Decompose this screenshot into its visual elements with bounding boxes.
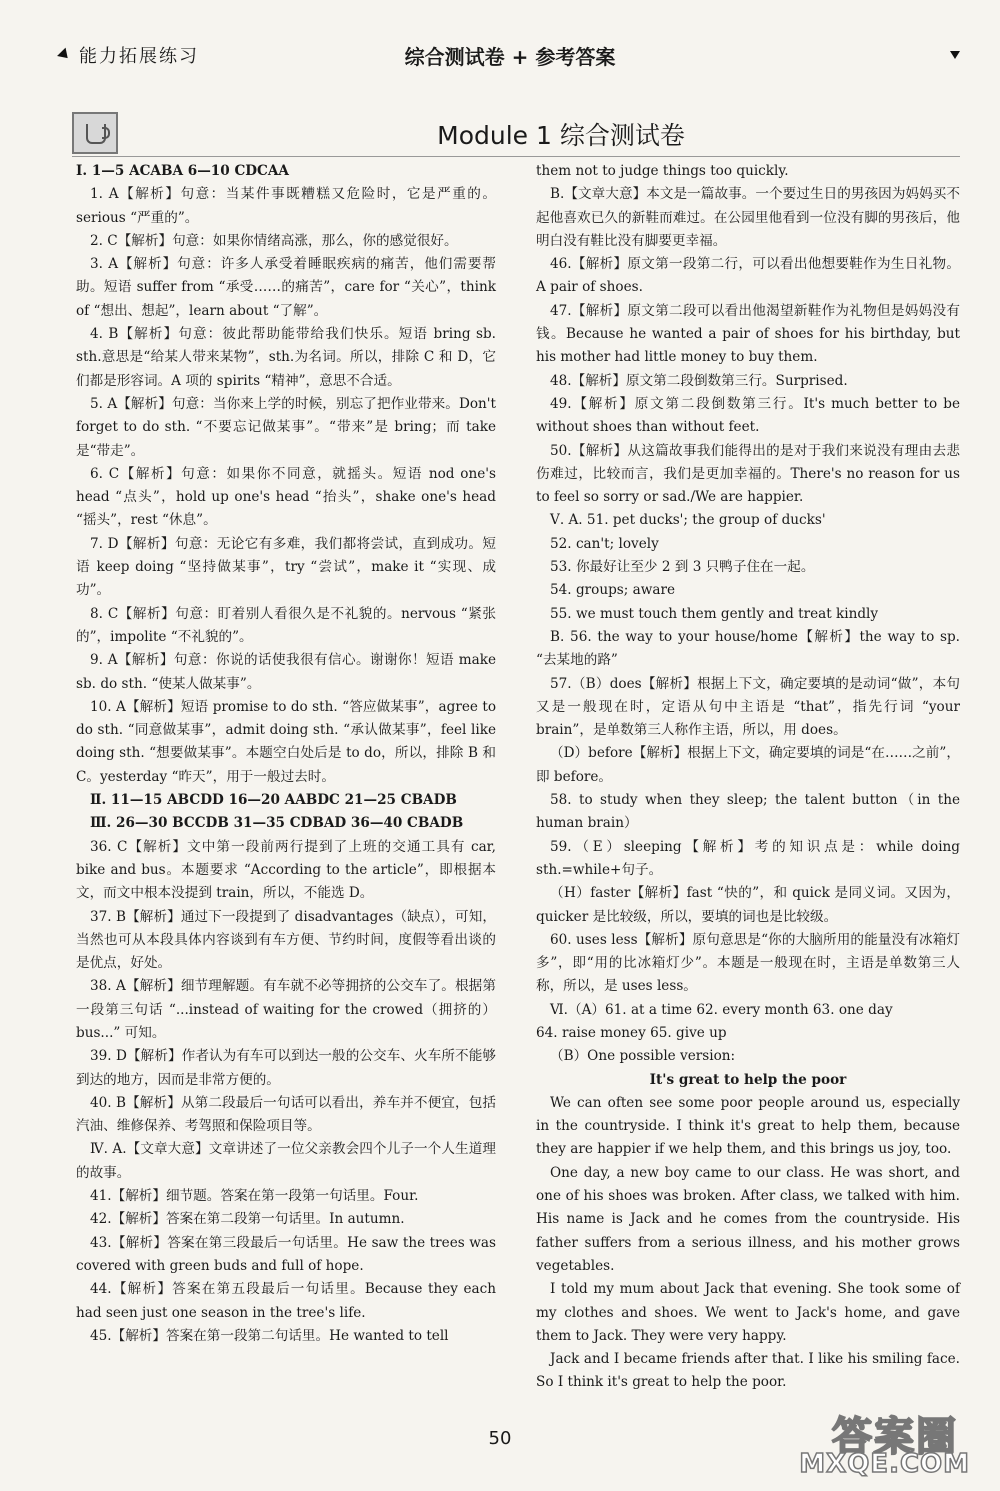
essay-paragraph: We can often see some poor people around us, especially in the countryside. I think it's great to help them, because they are happier if we help them, and this brings us joy, too.	[536, 1094, 960, 1158]
answer-line: Ⅱ. 11—15 ABCDD 16—20 AABDC 21—25 CBADB	[90, 792, 457, 809]
answer-line: 3. A【解析】句意：许多人承受着睡眠疾病的痛苦，他们需要帮助。短语 suffer from “承受……的痛苦”，care for “关心”，think of “想出、想起”，learn about “了解”。	[76, 256, 496, 319]
answer-line: 4. B【解析】句意：彼此帮助能带给我们快乐。短语 bring sb. sth.意思是“给某人带来某物”，sth.为名词。所以，排除 C 和 D，它们都是形容词。A 项的 spirits “精神”，意思不合适。	[76, 326, 496, 389]
answer-line: 59.（E）sleeping【解析】考的知识点是：while doing sth.=while+句子。	[536, 838, 960, 878]
answer-line: Ⅵ.（A）61. at a time 62. every month 63. one day	[550, 1001, 893, 1018]
essay-title-text: It's great to help the poor	[649, 1071, 847, 1088]
answer-line: 36. C【解析】文中第一段前两行提到了上班的交通工具有 car, bike and bus。本题要求 “According to the article”，即根据本文，而文中根本没提到 train，所以，不能选 D。	[76, 838, 496, 902]
answer-line: 45.【解析】答案在第一段第二句话里。He wanted to tell	[90, 1327, 449, 1344]
right-column	[536, 160, 960, 1395]
answer-line: 39. D【解析】作者认为有车可以到达一般的公交车、火车所不能够到达的地方，因而是非常方便的。	[76, 1048, 496, 1088]
answer-line: 55. we must touch them gently and treat kindly	[550, 605, 879, 622]
answer-line: 8. C【解析】句意：盯着别人看很久是不礼貌的。nervous “紧张的”，impolite “不礼貌的”。	[76, 605, 496, 645]
answer-line: Ⅲ. 26—30 BCCDB 31—35 CDBAD 36—40 CBADB	[90, 815, 464, 832]
answer-line: 6. C【解析】句意：如果你不同意，就摇头。短语 nod one's head “点头”，hold up one's head “抬头”，shake one's head “摇头”，rest “休息”。	[76, 465, 496, 529]
answer-line: 46.【解析】原文第一段第二行，可以看出他想要鞋作为生日礼物。A pair of shoes.	[536, 256, 960, 296]
answer-line: （B）One possible version:	[550, 1048, 736, 1065]
answer-line: 43.【解析】答案在第三段最后一句话里。He saw the trees was covered with green buds and full of hope.	[76, 1234, 496, 1274]
answer-line: 49.【解析】原文第二段倒数第三行。It's much better to be without shoes than without feet.	[536, 395, 960, 436]
answer-line: 58. to study when they sleep; the talent button（in the human brain）	[536, 792, 960, 832]
answer-line: 5. A【解析】句意：当你来上学的时候，别忘了把作业带来。Don't forget to do sth. “不要忘记做某事”。“带来”是 bring；而 take 是“带走”。	[76, 395, 496, 459]
answer-line: 54. groups; aware	[550, 582, 676, 599]
answer-line: 9. A【解析】句意：你说的话使我很有信心。谢谢你！短语 make sb. do sth. “使某人做某事”。	[76, 652, 496, 692]
page-header	[60, 38, 960, 72]
section-title: Module 1 综合测试卷	[437, 121, 685, 150]
answer-line: 37. B【解析】通过下一段提到了 disadvantages（缺点），可知，当然也可从本段具体内容谈到有车方便、节约时间，度假等看出谈的是优点，好处。	[76, 908, 496, 972]
answer-line: 50.【解析】从这篇故事我们能得出的是对于我们来说没有理由去悲伤难过，比较而言，我们是更加幸福的。There's no reason for us to feel so sorry or sad./We are happier.	[536, 442, 960, 506]
answer-line: 41.【解析】细节题。答案在第一段第一句话里。Four.	[90, 1188, 419, 1205]
watermark-line-1: 答案圈	[832, 1414, 958, 1460]
answer-line: 52. can't; lovely	[550, 535, 659, 552]
answer-line: 42.【解析】答案在第二段第一句话里。In autumn.	[90, 1211, 405, 1228]
answer-line: 40. B【解析】从第二段最后一句话可以看出，养车并不便宜，包括汽油、维修保养、考驾照和保险项目等。	[76, 1094, 496, 1135]
essay-title	[536, 1069, 960, 1092]
left-column	[76, 160, 496, 1348]
answer-line: 44.【解析】答案在第五段最后一句话里。Because they each had seen just one season in the tree's life.	[76, 1281, 496, 1321]
answer-line: 60. uses less【解析】原句意思是“你的大脑所用的能量没有冰箱灯多”，即“用的比冰箱灯少”。本题是一般现在时，主语是单数第三人称，所以，是 uses less。	[536, 931, 960, 995]
answer-line: 64. raise money 65. give up	[536, 1024, 727, 1041]
answer-line: 53. 你最好让至少 2 到 3 只鸭子住在一起。	[550, 559, 815, 576]
header-title: 综合测试卷 + 参考答案	[404, 44, 616, 69]
answer-line: 1. A【解析】句意：当某件事既糟糕又危险时，它是严重的。serious “严重的”。	[76, 186, 496, 226]
answer-line: （H）faster【解析】fast “快的”，和 quick 是同义词。又因为，quicker 是比较级，所以，要填的词也是比较级。	[536, 885, 960, 925]
answer-line: （D）before【解析】根据上下文，确定要填的词是“在……之前”，即 before。	[536, 745, 960, 785]
answer-line: 7. D【解析】句意：无论它有多难，我们都将尝试，直到成功。短语 keep doing “坚持做某事”，try “尝试”，make it “实现、成功”。	[76, 535, 496, 599]
answer-line: 47.【解析】原文第二段可以看出他渴望新鞋作为礼物但是妈妈没有钱。Because he wanted a pair of shoes for his birthday, but his mother had little money to buy them.	[536, 302, 960, 366]
essay-paragraph: I told my mum about Jack that evening. She took some of my clothes and shoes. We went to Jack's home, and gave them to Jack. They were very happy.	[536, 1281, 960, 1344]
answer-line: 38. A【解析】细节理解题。有车就不必等拥挤的公交车了。根据第一段第三句话 “...instead of waiting for the crowed（拥挤的）bus...” 可知。	[76, 978, 496, 1041]
answer-line: Ⅳ. A.【文章大意】文章讲述了一位父亲教会四个儿子一个人生道理的故事。	[76, 1141, 496, 1181]
answer-line: 10. A【解析】短语 promise to do sth. “答应做某事”，agree to do sth. “同意做某事”，admit doing sth. “承认做某事”，feel like doing sth. “想要做某事”。本题空白处后是 to do，所以，排除 B 和 C。yesterday “昨天”，用于一般过去时。	[76, 698, 496, 785]
watermark-logo	[776, 1405, 976, 1485]
answer-line: Ⅰ. 1—5 ACABA 6—10 CDCAA	[76, 163, 289, 179]
answer-line: them not to judge things too quickly.	[536, 163, 789, 179]
answer-line: 48.【解析】原文第二段倒数第三行。Surprised.	[550, 372, 848, 389]
answer-line: Ⅴ. A. 51. pet ducks'; the group of ducks'	[550, 512, 826, 529]
answer-line: 2. C【解析】句意：如果你情绪高涨，那么，你的感觉很好。	[90, 232, 458, 249]
page-number: 50	[488, 1428, 512, 1449]
answer-line: 57.（B）does【解析】根据上下文，确定要填的是动词“做”，本句又是一般现在时，定语从句中主语是 “that”，指先行词 “your brain”，是单数第三人称作主语，所以，用 does。	[536, 675, 960, 739]
essay-paragraph: One day, a new boy came to our class. He was short, and one of his shoes was broken. After class, we talked with him. His name is Jack and he comes from the countryside. His father suffers from a serious illness, and his mother grows vegetables.	[536, 1164, 960, 1274]
header-series-label: 能力拓展练习	[79, 46, 199, 67]
essay-paragraph: Jack and I became friends after that. I like his smiling face. So I think it's great to help the poor.	[536, 1351, 960, 1391]
section-title-bar	[72, 110, 960, 157]
answer-line: B.【文章大意】本文是一篇故事。一个要过生日的男孩因为妈妈买不起他喜欢已久的新鞋而难过。在公园里他看到一位没有脚的男孩后，他明白没有鞋比没有脚要更幸福。	[536, 186, 960, 249]
watermark-line-2: MXQE.COM	[799, 1449, 970, 1479]
answer-line: B. 56. the way to your house/home【解析】the way to sp. “去某地的路”	[536, 628, 960, 669]
